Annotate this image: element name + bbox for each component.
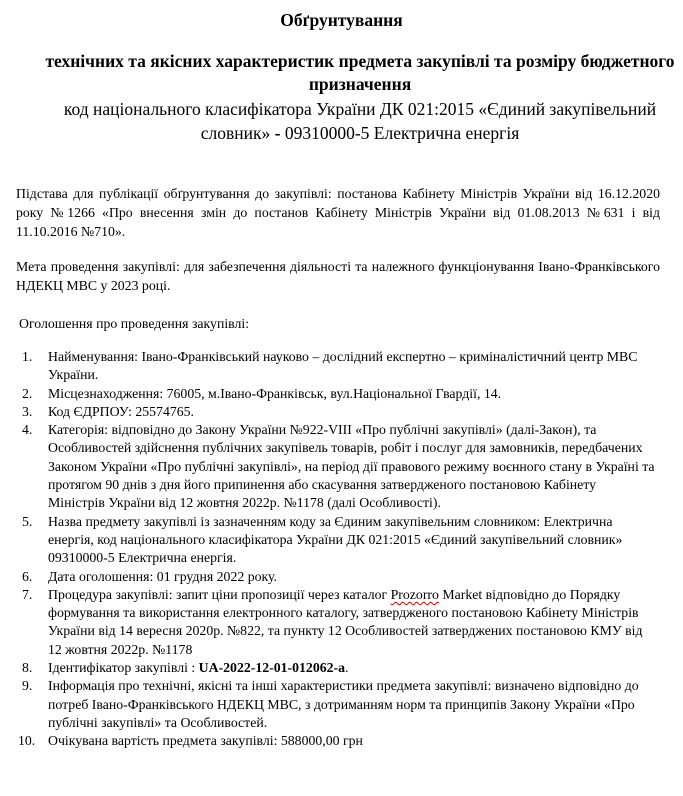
classifier-code-value: 09310000-5 Електрична енергія: [284, 123, 520, 143]
list-item-number: 2.: [22, 385, 33, 401]
classifier-code-line: [40, 97, 680, 145]
list-item-text: [48, 660, 348, 675]
list-item-number: 3.: [22, 403, 33, 419]
list-item: [16, 385, 656, 403]
procurement-identifier: UA-2022-12-01-012062-a: [198, 660, 346, 676]
list-item-number: 10.: [18, 733, 36, 749]
list-item-number: 4.: [22, 422, 33, 438]
list-item-number: 8.: [22, 660, 33, 676]
list-item: [16, 568, 656, 586]
list-item-number: 5.: [22, 513, 33, 529]
announcement-list: [16, 348, 656, 751]
list-item: [16, 403, 656, 421]
document-title: Обґрунтування: [280, 10, 403, 30]
publication-basis-paragraph: Підстава для публікації обґрунтування до закупівлі: постанова Кабінету Міністрів України від 16.12.2020 року №1266 «Про внесення змін до постанов Кабінету Міністрів України від 01.08.2013 №631 і від 11.10.2016 №710».: [16, 186, 660, 239]
procedure-text-end: Market відповідно до Порядку формування та використання електронного каталогу, затвердженого постановою Кабінету Міністрів України від 14 вересня 2020р. №822, та пункту 12 Особливостей затверджених постановою КМУ від 12 жовтня 2022р. №1178: [48, 586, 643, 657]
list-item: [16, 513, 656, 568]
list-item-text: Найменування: Івано-Франківський науково – дослідний експертно – криміналістичний центр МВС України.: [48, 349, 638, 383]
list-item-text: Очікувана вартість предмета закупівлі: 588000,00 грн: [48, 733, 363, 749]
list-item-number: 9.: [22, 678, 33, 694]
announcement-heading: Оголошення про проведення закупівлі:: [19, 316, 250, 331]
list-item-text: Дата оголошення: 01 грудня 2022 року.: [48, 568, 277, 584]
document-subtitle: технічних та якісних характеристик предмета закупівлі та розміру бюджетного призначення: [45, 51, 675, 94]
list-item-text: Код ЄДРПОУ: 25574765.: [48, 403, 194, 419]
list-item-text: Назва предмету закупівлі із зазначенням коду за Єдиним закупівельним словником: Електрична енергія, код національного класифікатора України ДК 021:2015 «Єдиний закупівельний словник» 09310000-5 Електрична енергія.: [48, 513, 623, 566]
list-item: [16, 348, 656, 385]
procurement-purpose-paragraph: Мета проведення закупівлі: для забезпечення діяльності та належного функціонування Івано-Франківського НДЕКЦ МВС у 2023 році.: [16, 259, 660, 293]
spellcheck-word: Prozorro: [390, 586, 439, 602]
list-item: [16, 659, 656, 677]
identifier-label: Ідентифікатор закупівлі :: [48, 660, 199, 676]
list-item: [16, 732, 656, 750]
identifier-suffix: .: [345, 660, 349, 676]
list-item-number: 6.: [22, 568, 33, 584]
procedure-text-start: Процедура закупівлі: запит ціни пропозиції через каталог: [48, 586, 391, 602]
classifier-code-prefix: код національного класифікатора України ДК 021:2015 «Єдиний закупівельний словник»: [63, 99, 657, 143]
list-item: [16, 421, 656, 512]
list-item-text: Інформація про технічні, якісні та інші характеристики предмета закупівлі: визначено відповідно до потреб Івано-Франківського НДЕКЦ МВС, з дотриманням норм та принципів Закону України «Про публічні закупівлі» та Особливостей.: [48, 678, 639, 730]
list-item-text: Категорія: відповідно до Закону України №922-VIII «Про публічні закупівлі» (далі-Закон), та Особливостей здійснення публічних закупівель товарів, робіт і послуг для замовників, передбачених Законом України «Про публічні закупівлі», на період дії правового режиму воєнного стану в Україні та протягом 90 днів з дня його припинення або скасування затвердженого постановою Кабінету Міністрів України від 12 жовтня 2022р. №1178 (далі Особливості).: [48, 422, 655, 511]
list-item: [16, 586, 656, 659]
list-item-text: [48, 587, 642, 657]
list-item-text: Місцезнаходження: 76005, м.Івано-Франківськ, вул.Національної Гвардії, 14.: [48, 385, 502, 401]
list-item-number: 7.: [22, 586, 33, 602]
list-item-number: 1.: [22, 349, 33, 364]
list-item: [16, 677, 656, 732]
classifier-code-dash: -: [270, 123, 285, 143]
